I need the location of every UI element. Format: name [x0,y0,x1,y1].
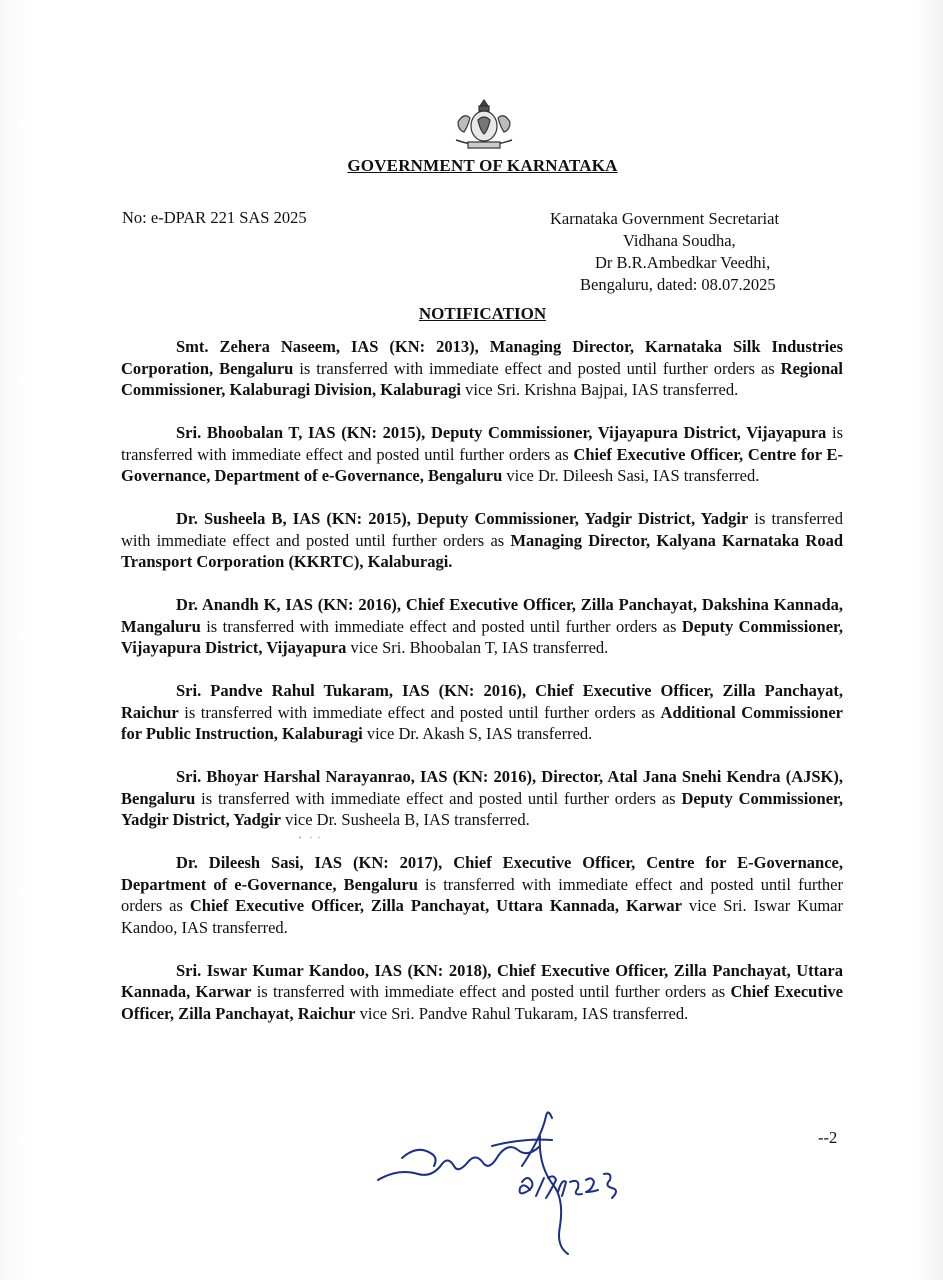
new-posting: Deputy Commissioner, Vijayapura District, Vijayapura [121,616,843,657]
vice-text: vice Dr. Susheela B, IAS transferred. [280,810,530,829]
transfer-paragraph [121,680,843,745]
scan-speck-icon [297,836,323,839]
transfer-paragraph [121,508,843,573]
address-line: Vidhana Soudha, [623,231,736,250]
handwritten-signature-icon [372,1106,662,1256]
state-emblem-icon [448,92,520,154]
page-continuation-marker: --2 [818,1128,838,1147]
transfer-text: is transferred with immediate effect and posted until further orders as [251,982,731,1001]
address-line: Bengaluru, dated: 08.07.2025 [580,275,776,294]
address-line: Karnataka Government Secretariat [550,209,780,228]
notification-title: NOTIFICATION [418,304,547,323]
new-posting: Deputy Commissioner, Yadgir District, Yadgir [121,788,843,829]
new-posting: Managing Director, Kalyana Karnataka Road Transport Corporation (KKRTC), Kalaburagi. [121,530,844,571]
officer-details: Dr. Anandh K, IAS (KN: 2016), Chief Executive Officer, Zilla Panchayat, Dakshina Kannada, Mangaluru [121,595,843,636]
vice-text: vice Sri. Pandve Rahul Tukaram, IAS transferred. [355,1003,689,1023]
transfer-paragraph [121,766,843,831]
officer-details: Sri. Pandve Rahul Tukaram, IAS (KN: 2016), Chief Executive Officer, Zilla Panchayat, Raichur [121,681,843,722]
address-line: Dr B.R.Ambedkar Veedhi, [595,253,771,272]
new-posting: Regional Commissioner, Kalaburagi Division, Kalaburagi [121,358,843,399]
officer-details: Dr. Dileesh Sasi, IAS (KN: 2017), Chief Executive Officer, Centre for E-Governance, Department of e-Governance, Bengaluru [121,853,843,894]
transfer-paragraph [121,960,843,1025]
transfer-paragraph [121,594,843,659]
officer-details: Dr. Susheela B, IAS (KN: 2015), Deputy Commissioner, Yadgir District, Yadgir [176,509,749,528]
transfer-text: is transferred with immediate effect and posted until further orders as [121,509,843,550]
transfer-paragraph [121,422,843,487]
new-posting: Chief Executive Officer, Zilla Panchayat, Raichur [121,982,843,1023]
transfer-text: is transferred with immediate effect and posted until further orders as [293,358,781,378]
transfer-paragraph [121,852,843,938]
officer-details: Sri. Bhoobalan T, IAS (KN: 2015), Deputy Commissioner, Vijayapura District, Vijayapura [176,423,827,442]
vice-text: vice Sri. Iswar Kumar Kandoo, IAS transferred. [121,896,843,937]
transfer-text: is transferred with immediate effect and posted until further orders as [200,616,682,636]
government-title: GOVERNMENT OF KARNATAKA [347,156,618,175]
officer-details: Sri. Bhoyar Harshal Narayanrao, IAS (KN: 2016), Director, Atal Jana Snehi Kendra (AJSK), Bengaluru [121,767,843,808]
officer-details: Smt. Zehera Naseem, IAS (KN: 2013), Managing Director, Karnataka Silk Industries Corporation, Bengaluru [121,337,843,378]
new-posting: Chief Executive Officer, Centre for E-Governance, Department of e-Governance, Bengaluru [121,444,843,485]
new-posting: Additional Commissioner for Public Instruction, Kalaburagi [121,702,843,743]
vice-text: vice Dr. Akash S, IAS transferred. [362,724,593,743]
vice-text: vice Sri. Bhoobalan T, IAS transferred. [346,638,609,657]
transfer-paragraph [121,336,843,401]
vice-text: vice Sri. Krishna Bajpai, IAS transferred. [460,380,739,399]
transfer-text: is transferred with immediate effect and posted until further orders as [178,702,661,722]
transfer-text: is transferred with immediate effect and posted until further orders as [195,788,682,808]
notification-body [121,336,843,1046]
new-posting: Chief Executive Officer, Zilla Panchayat, Uttara Kannada, Karwar [189,896,682,915]
reference-number: No: e-DPAR 221 SAS 2025 [122,208,307,227]
vice-text: vice Dr. Dileesh Sasi, IAS transferred. [502,466,760,485]
office-address [540,208,830,296]
officer-details: Sri. Iswar Kumar Kandoo, IAS (KN: 2018), Chief Executive Officer, Zilla Panchayat, Uttara Kannada, Karwar [121,960,843,1001]
transfer-text: is transferred with immediate effect and posted until further orders as [121,874,843,915]
transfer-text: is transferred with immediate effect and posted until further orders as [121,423,843,464]
